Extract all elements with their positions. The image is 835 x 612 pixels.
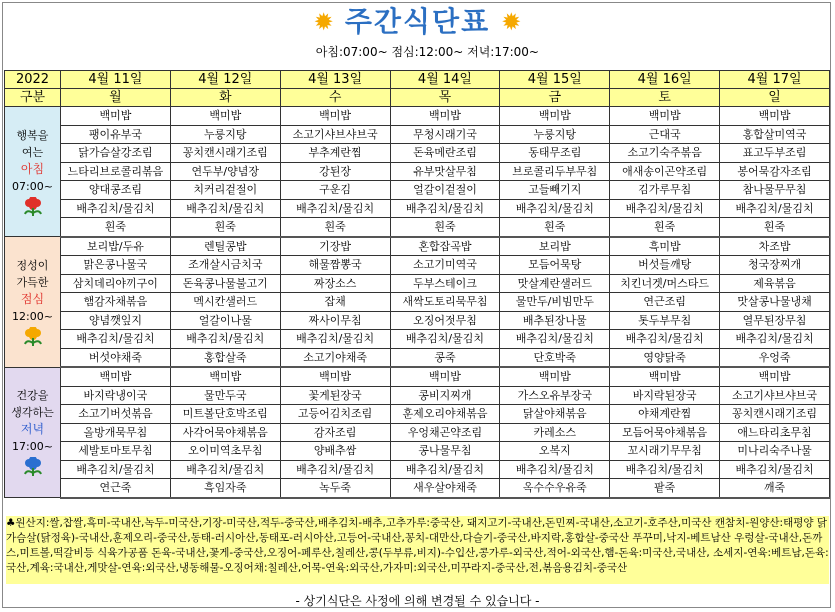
sun-icon: ✹: [501, 8, 522, 36]
menu-item: 새싹도토리묵무침: [390, 293, 500, 312]
menu-item: 배추김치/물김치: [170, 199, 280, 218]
menu-item: 배추김치/물김치: [280, 460, 390, 479]
menu-item: 백미밥: [720, 367, 830, 386]
menu-item: 홍합살죽: [170, 348, 280, 367]
menu-item: 고등어김치조림: [280, 405, 390, 424]
menu-item: 흑임자죽: [170, 479, 280, 498]
menu-item: 물만두국: [170, 386, 280, 405]
menu-item: 백미밥: [720, 107, 830, 126]
meal-name: 점심: [20, 291, 45, 306]
menu-item: 누룽지탕: [500, 125, 610, 144]
menu-item: 흰죽: [61, 218, 171, 237]
menu-item: 톳두부무침: [610, 311, 720, 330]
menu-item: 돈육콩나물불고기: [170, 274, 280, 293]
menu-item: 맑은콩나물국: [61, 256, 171, 275]
menu-item: 미트볼단호박조림: [170, 405, 280, 424]
menu-item: 오이미역초무침: [170, 442, 280, 461]
menu-item: 배추김치/물김치: [61, 330, 171, 349]
menu-item: 맛살콩나물냉채: [720, 293, 830, 312]
menu-item: 치킨너겟/머스타드: [610, 274, 720, 293]
section-title: 건강을 생각하는: [11, 389, 54, 420]
menu-item: 배추김치/물김치: [720, 460, 830, 479]
menu-item: 짜사이무침: [280, 311, 390, 330]
menu-item: 배추김치/물김치: [170, 460, 280, 479]
date-header: 4월 14일: [390, 71, 500, 89]
date-header: 4월 12일: [170, 71, 280, 89]
menu-item: 제육볶음: [720, 274, 830, 293]
menu-item: 백미밥: [280, 367, 390, 386]
menu-item: 새우살야채죽: [390, 479, 500, 498]
menu-item: 흰죽: [500, 218, 610, 237]
menu-item: 연근죽: [61, 479, 171, 498]
menu-item: 배추김치/물김치: [610, 199, 720, 218]
meal-name: 아침: [20, 161, 45, 176]
menu-item: 잡채: [280, 293, 390, 312]
menu-item: 배추김치/물김치: [610, 330, 720, 349]
menu-item: 배추김치/물김치: [500, 199, 610, 218]
flower-icon: [22, 457, 44, 477]
menu-item: 소고기샤브샤브국: [720, 386, 830, 405]
menu-item: 흰죽: [610, 218, 720, 237]
menu-item: 팽이유부국: [61, 125, 171, 144]
menu-item: 혼합잡곡밥: [390, 237, 500, 256]
menu-item: 우엉채곤약조림: [390, 423, 500, 442]
menu-item: 근대국: [610, 125, 720, 144]
menu-item: 소고기샤브샤브국: [280, 125, 390, 144]
meal-name: 저녁: [20, 422, 45, 437]
menu-item: 옥수수우유죽: [500, 479, 610, 498]
title-bar: [0, 2, 835, 42]
menu-item: 양대콩조림: [61, 181, 171, 200]
menu-item: 깨죽: [720, 479, 830, 498]
year-cell: 2022: [5, 71, 61, 89]
menu-item: 백미밥: [390, 367, 500, 386]
day-header: 목: [390, 89, 500, 107]
menu-item: 오복지: [500, 442, 610, 461]
menu-item: 콩죽: [390, 348, 500, 367]
menu-item: 꽃게된장국: [280, 386, 390, 405]
meal-times: 아침:07:00~ 점심:12:00~ 저녁:17:00~: [315, 45, 539, 59]
menu-item: 치커리겉절이: [170, 181, 280, 200]
day-header: 일: [720, 89, 830, 107]
menu-item: 기장밥: [280, 237, 390, 256]
menu-item: 배추김치/물김치: [500, 460, 610, 479]
menu-item: 흑미밥: [610, 237, 720, 256]
day-header: 토: [610, 89, 720, 107]
menu-item: 배추김치/물김치: [390, 330, 500, 349]
origin-notes: ♣원산지:쌀,찹쌀,흑미-국내산,녹두-미국산,기장-미국산,적두-중국산,배추김치-배추,고추가루:중국산, 돼지고기-국내산,돈민찌-국내산,소고기-호주산,미국산 캔참치-원양산:태평양 닭가슴살(닭정육)-국내산,훈제오리-중국산,동태-러시아산,동태포-러시아산,고등어-국내산,꽁치-대만산,다슬기-중국산,바지락,홍합살-중국산 푸꾸미,낙지-베트남산 우렁살-국내산,돈까스,미트볼,떡갈비등 식육가공품 돈육-국내산,꽃게-중국산,오징어-페루산,칠레산,콩(두부류,비지)-수입산,콩가루-외국산,적어-외국산,햄-돈육:미국산,국내산, 소세지-연육:베트남,돈육:국산,계육:국내산,게맛살-연육:외국산,냉동해물-오징어채:칠레산,어묵-연육:외국산,가자미:외국산,미꾸라지-중국산,전,볶음용김치-중국산: [6, 516, 829, 584]
menu-item: 백미밥: [61, 367, 171, 386]
menu-item: 닭살야채볶음: [500, 405, 610, 424]
menu-item: 백미밥: [390, 107, 500, 126]
date-header: 4월 17일: [720, 71, 830, 89]
meal-section-label: [5, 107, 61, 237]
menu-item: 삼치데리야끼구이: [61, 274, 171, 293]
menu-item: 돈육메란조림: [390, 144, 500, 163]
menu-item: 흰죽: [170, 218, 280, 237]
flower-icon: [22, 197, 44, 217]
menu-item: 배추김치/물김치: [61, 199, 171, 218]
footer-notice: - 상기식단은 사정에 의해 변경될 수 있습니다 -: [295, 594, 540, 608]
menu-item: 강된장: [280, 162, 390, 181]
page-title: 주간식단표: [344, 5, 491, 38]
menu-item: 훈제오리야채볶음: [390, 405, 500, 424]
menu-item: 누룽지탕: [170, 125, 280, 144]
flower-icon: [22, 327, 44, 347]
menu-item: 사각어묵야채볶음: [170, 423, 280, 442]
menu-item: 해물짬뽕국: [280, 256, 390, 275]
sun-icon: ✹: [313, 8, 334, 36]
menu-item: 애새송이곤약조림: [610, 162, 720, 181]
menu-item: 백미밥: [280, 107, 390, 126]
menu-item: 멕시칸샐러드: [170, 293, 280, 312]
menu-item: 녹두죽: [280, 479, 390, 498]
menu-item: 세발토마토무침: [61, 442, 171, 461]
menu-item: 백미밥: [610, 107, 720, 126]
menu-item: 백미밥: [170, 107, 280, 126]
menu-item: 소고기버섯볶음: [61, 405, 171, 424]
menu-item: 카레소스: [500, 423, 610, 442]
menu-item: 배추김치/물김치: [720, 330, 830, 349]
menu-item: 버섯야채죽: [61, 348, 171, 367]
menu-item: 모듬어묵탕: [500, 256, 610, 275]
menu-item: 올방개묵무침: [61, 423, 171, 442]
menu-item: 백미밥: [61, 107, 171, 126]
menu-item: 우엉죽: [720, 348, 830, 367]
menu-item: 구운김: [280, 181, 390, 200]
menu-item: 무청시래기국: [390, 125, 500, 144]
menu-item: 얼갈이나물: [170, 311, 280, 330]
menu-item: 배추김치/물김치: [390, 460, 500, 479]
day-header: 금: [500, 89, 610, 107]
menu-item: 동태무조림: [500, 144, 610, 163]
menu-item: 배추된장나물: [500, 311, 610, 330]
menu-item: 김가루무침: [610, 181, 720, 200]
menu-item: 애느타리초무침: [720, 423, 830, 442]
menu-table: [4, 70, 830, 499]
category-label: 구분: [5, 89, 61, 107]
menu-item: 짜장소스: [280, 274, 390, 293]
day-header: 월: [61, 89, 171, 107]
menu-item: 바지락된장국: [610, 386, 720, 405]
menu-item: 배추김치/물김치: [500, 330, 610, 349]
date-header: 4월 11일: [61, 71, 171, 89]
menu-item: 콩비지찌개: [390, 386, 500, 405]
menu-item: 렌틸콩밥: [170, 237, 280, 256]
day-header: 화: [170, 89, 280, 107]
menu-item: 바지락냉이국: [61, 386, 171, 405]
menu-item: 오징어젓무침: [390, 311, 500, 330]
menu-item: 양념깻잎지: [61, 311, 171, 330]
menu-item: 단호박죽: [500, 348, 610, 367]
menu-item: 미나리숙주나물: [720, 442, 830, 461]
menu-item: 연근조림: [610, 293, 720, 312]
menu-item: 꽁치캔시래기조림: [170, 144, 280, 163]
menu-item: 얼갈이겉절이: [390, 181, 500, 200]
menu-item: 맛살계란샐러드: [500, 274, 610, 293]
menu-item: 고들빼기지: [500, 181, 610, 200]
menu-item: 소고기숙주볶음: [610, 144, 720, 163]
menu-item: 차조밥: [720, 237, 830, 256]
menu-item: 배추김치/물김치: [170, 330, 280, 349]
menu-item: 백미밥: [500, 367, 610, 386]
menu-item: 버섯들깨탕: [610, 256, 720, 275]
menu-item: 소고기야채죽: [280, 348, 390, 367]
menu-item: 배추김치/물김치: [720, 199, 830, 218]
menu-item: 홍합살미역국: [720, 125, 830, 144]
menu-item: 봉어묵감자조림: [720, 162, 830, 181]
menu-item: 보리밥: [500, 237, 610, 256]
menu-item: 감자조림: [280, 423, 390, 442]
meal-section-label: [5, 367, 61, 498]
menu-item: 양배추쌈: [280, 442, 390, 461]
menu-item: 열무된장무침: [720, 311, 830, 330]
menu-item: 가스오유부장국: [500, 386, 610, 405]
menu-item: 흰죽: [280, 218, 390, 237]
menu-item: 백미밥: [610, 367, 720, 386]
meal-time: 07:00~: [12, 179, 53, 193]
section-title: 정성이 가득한: [16, 258, 49, 289]
day-header: 수: [280, 89, 390, 107]
menu-item: 연두부/양념장: [170, 162, 280, 181]
menu-item: 흰죽: [390, 218, 500, 237]
date-header: 4월 15일: [500, 71, 610, 89]
meal-section-label: [5, 237, 61, 368]
menu-item: 느타리브로콜리볶음: [61, 162, 171, 181]
menu-item: 배추김치/물김치: [280, 330, 390, 349]
menu-item: 소고기미역국: [390, 256, 500, 275]
menu-item: 꼬시래기무무침: [610, 442, 720, 461]
menu-item: 부추계란찜: [280, 144, 390, 163]
menu-item: 배추김치/물김치: [61, 460, 171, 479]
menu-item: 물만두/비빔만두: [500, 293, 610, 312]
menu-item: 야채계란찜: [610, 405, 720, 424]
date-header: 4월 13일: [280, 71, 390, 89]
menu-item: 청국장찌개: [720, 256, 830, 275]
menu-item: 콩나물무침: [390, 442, 500, 461]
menu-item: 표고두부조림: [720, 144, 830, 163]
menu-item: 백미밥: [170, 367, 280, 386]
menu-item: 참나물무무침: [720, 181, 830, 200]
menu-item: 조개살시금치국: [170, 256, 280, 275]
menu-item: 유부맛살무침: [390, 162, 500, 181]
menu-item: 팥죽: [610, 479, 720, 498]
menu-item: 백미밥: [500, 107, 610, 126]
menu-item: 햄감자채볶음: [61, 293, 171, 312]
menu-item: 모듬어묵야채볶음: [610, 423, 720, 442]
menu-item: 보리밥/두유: [61, 237, 171, 256]
menu-item: 두부스테이크: [390, 274, 500, 293]
menu-item: 배추김치/물김치: [390, 199, 500, 218]
meal-time: 12:00~: [12, 309, 53, 323]
menu-item: 꽁치캔시래기조림: [720, 405, 830, 424]
date-header: 4월 16일: [610, 71, 720, 89]
menu-item: 배추김치/물김치: [280, 199, 390, 218]
menu-item: 흰죽: [720, 218, 830, 237]
menu-item: 닭가슴살강조림: [61, 144, 171, 163]
menu-item: 배추김치/물김치: [610, 460, 720, 479]
menu-item: 영양닭죽: [610, 348, 720, 367]
meal-time: 17:00~: [12, 440, 53, 454]
menu-item: 브로콜리두부무침: [500, 162, 610, 181]
section-title: 행복을 여는: [16, 128, 49, 159]
